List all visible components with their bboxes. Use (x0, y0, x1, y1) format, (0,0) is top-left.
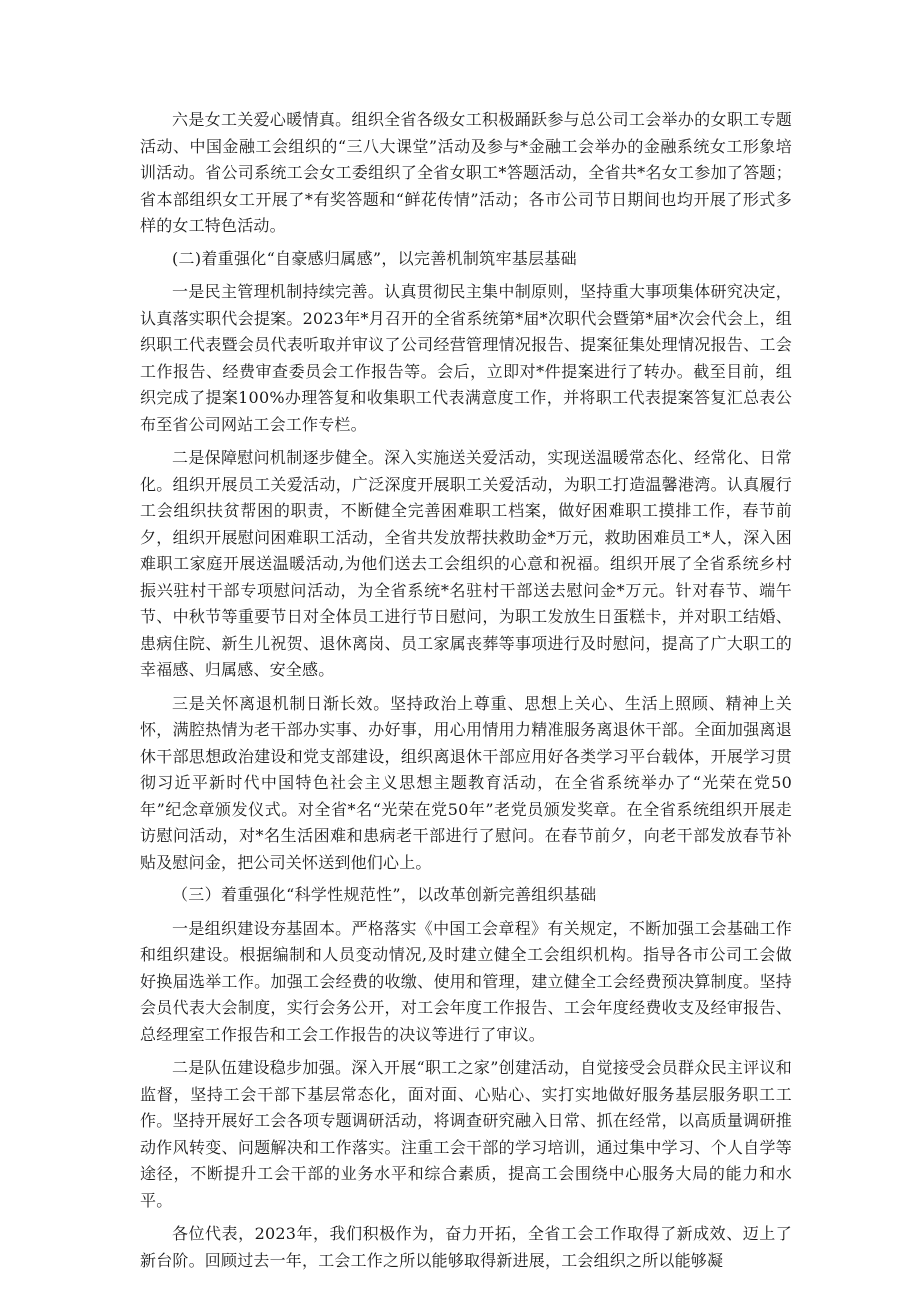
paragraph-closing: 各位代表，2023年，我们积极作为，奋力开拓，全省工会工作取得了新成效、迈上了新台阶。回顾过去一年，工会工作之所以能够取得新进展，工会组织之所以能够凝 (140, 1224, 792, 1270)
paragraph-retiree-care: 三是关怀离退机制日渐长效。坚持政治上尊重、思想上关心、生活上照顾、精神上关怀，满腔热情为老干部办实事、办好事，用心用情用力精准服务离退休干部。全面加强离退休干部思想政治建设和党支部建设，组织离退休干部应用好各类学习平台载体，开展学习贯彻习近平新时代中国特色社会主义思想主题教育活动，在全省系统举办了“光荣在党50年”纪念章颁发仪式。对全省*名“光荣在党50年”老党员颁发奖章。在全省系统组织开展走访慰问活动，对*名生活困难和患病老干部进行了慰问。在春节前夕，向老干部发放春节补贴及慰问金，把公司关怀送到他们心上。 (140, 693, 792, 872)
section-heading-2: (二)着重强化“自豪感归属感”，以完善机制筑牢基层基础 (172, 248, 577, 268)
document-page (140, 107, 792, 1274)
section-heading-3: （三）着重强化“科学性规范性”，以改革创新完善组织基础 (172, 885, 597, 904)
paragraph-team-building: 二是队伍建设稳步加强。深入开展“职工之家”创建活动，自觉接受会员群众民主评议和监督，坚持工会干部下基层常态化，面对面、心贴心、实打实地做好服务基层服务职工工作。坚持开展好工会各项专题调研活动，将调查研究融入日常、抓在经常，以高质量调研推动作风转变、问题解决和工作落实。注重工会干部的学习培训，通过集中学习、个人自学等途径，不断提升工会干部的业务水平和综合素质，提高工会围绕中心服务大局的能力和水平。 (140, 1058, 792, 1210)
paragraph-organization-building: 一是组织建设夯基固本。严格落实《中国工会章程》有关规定，不断加强工会基础工作和组织建设。根据编制和人员变动情况,及时建立健全工会组织机构。指导各市公司工会做好换届选举工作。加强工会经费的收缴、使用和管理，建立健全工会经费预决算制度。坚持会员代表大会制度，实行会务公开，对工会年度工作报告、工会年度经费收支及经审报告、总经理室工作报告和工会工作报告的决议等进行了审议。 (140, 918, 792, 1044)
paragraph-democratic-management: 一是民主管理机制持续完善。认真贯彻民主集中制原则，坚持重大事项集体研究决定，认真落实职代会提案。2023年*月召开的全省系统第*届*次职代会暨第*届*次会代会上，组织职工代表暨会员代表听取并审议了公司经营管理情况报告、提案征集处理情况报告、工会工作报告、经费审查委员会工作报告等。会后，立即对*件提案进行了转办。截至目前，组织完成了提案100%办理答复和收集职工代表满意度工作，并将职工代表提案答复汇总表公布至省公司网站工会工作专栏。 (140, 282, 792, 434)
paragraph-condolence-mechanism: 二是保障慰问机制逐步健全。深入实施送关爱活动，实现送温暖常态化、经常化、日常化。组织开展员工关爱活动，广泛深度开展职工关爱活动，为职工打造温馨港湾。认真履行工会组织扶贫帮困的职责，不断健全完善困难职工档案，做好困难职工摸排工作，春节前夕，组织开展慰问困难职工活动，全省共发放帮扶救助金*万元，救助困难员工*人，深入困难职工家庭开展送温暖活动,为他们送去工会组织的心意和祝福。组织开展了全省系统乡村振兴驻村干部专项慰问活动，为全省系统*名驻村干部送去慰问金*万元。针对春节、端午节、中秋节等重要节日对全体员工进行节日慰问，为职工发放生日蛋糕卡，并对职工结婚、患病住院、新生儿祝贺、退休离岗、员工家属丧葬等事项进行及时慰问，提高了广大职工的幸福感、归属感、安全感。 (140, 448, 792, 679)
paragraph-female-workers: 六是女工关爱心暖情真。组织全省各级女工积极踊跃参与总公司工会举办的女职工专题活动、中国金融工会组织的“三八大课堂”活动及参与*金融工会举办的金融系统女工形象培训活动。省公司系统工会女工委组织了全省女职工*答题活动，全省共*名女工参加了答题；省本部组织女工开展了*有奖答题和“鲜花传情”活动；各市公司节日期间也均开展了形式多样的女工特色活动。 (140, 110, 792, 235)
